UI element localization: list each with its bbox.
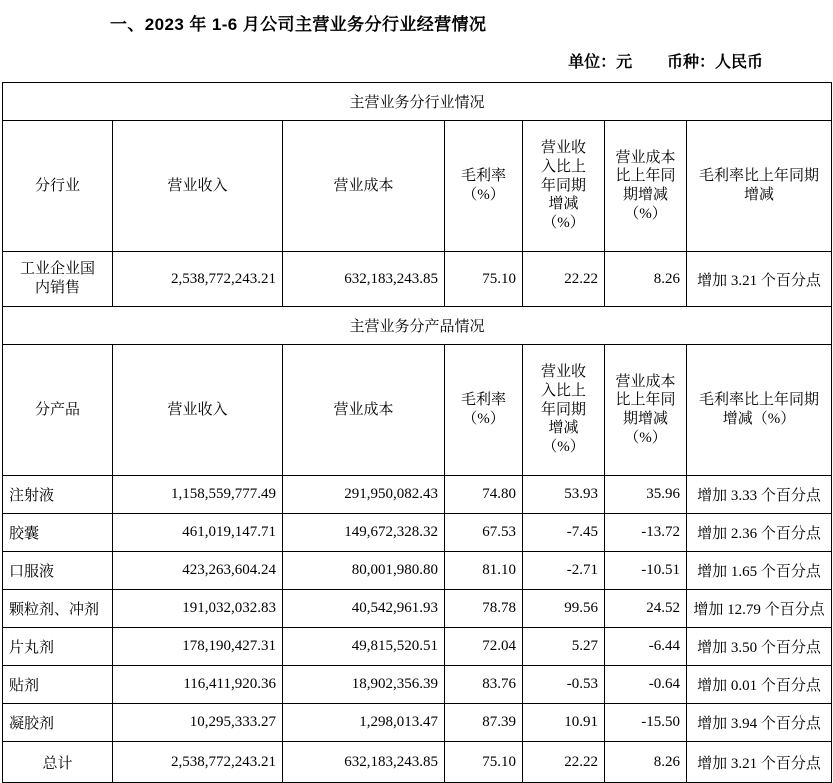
cell-gross-margin: 75.10 — [445, 742, 523, 783]
cell-revenue-change: -2.71 — [523, 552, 605, 590]
page-title: 一、2023 年 1-6 月公司主营业务分行业经营情况 — [110, 15, 487, 34]
header-product-gross-margin — [445, 345, 523, 476]
header-costchg-line4: （%） — [624, 429, 667, 446]
header-revchg-line5: （%） — [542, 439, 585, 456]
cell-cost-change: -15.50 — [605, 704, 687, 742]
industry-header-row — [3, 121, 832, 252]
header-industry-category: 分行业 — [3, 121, 113, 252]
header-gmchg-line1: 毛利率比上年同期 — [699, 168, 820, 185]
product-section-band — [3, 307, 832, 345]
cell-revenue: 461,019,147.71 — [113, 514, 283, 552]
cell-gross-margin: 81.10 — [445, 552, 523, 590]
cell-cost-change: 8.26 — [605, 742, 687, 783]
header-product-gm-change — [687, 345, 832, 476]
cell-revenue-change: 22.22 — [523, 742, 605, 783]
header-gmchg-line2: 增减 — [744, 187, 775, 203]
cell-gross-margin-change: 增加 3.94 个百分点 — [687, 704, 832, 742]
cell-category: 口服液 — [3, 552, 113, 590]
cell-revenue: 191,032,032.83 — [113, 590, 283, 628]
cell-revenue: 2,538,772,243.21 — [113, 742, 283, 783]
cell-gross-margin-change: 增加 3.33 个百分点 — [687, 476, 832, 514]
cell-category: 注射液 — [3, 476, 113, 514]
currency-label: 币种：人民币 — [666, 54, 763, 71]
industry-section-band — [3, 83, 832, 121]
cell-revenue-change: 5.27 — [523, 628, 605, 666]
cell-category: 颗粒剂、冲剂 — [3, 590, 113, 628]
table-row — [3, 666, 832, 704]
header-revchg-line3: 年同期 — [540, 401, 586, 418]
header-industry-revenue: 营业收入 — [113, 121, 283, 252]
cell-gross-margin-change: 增加 2.36 个百分点 — [687, 514, 832, 552]
header-gm-line2: （%） — [462, 187, 505, 203]
header-revchg-line4: 增减 — [548, 196, 579, 213]
industry-section-title: 主营业务分行业情况 — [3, 83, 832, 121]
cell-gross-margin-change: 增加 3.50 个百分点 — [687, 628, 832, 666]
cell-category-line2: 内销售 — [34, 280, 80, 296]
header-revchg-line4: 增减 — [548, 420, 579, 437]
cell-revenue-change: 53.93 — [523, 476, 605, 514]
unit-currency-line — [0, 35, 833, 82]
cell-cost: 632,183,243.85 — [283, 252, 445, 307]
product-header-row — [3, 345, 832, 476]
header-gm-line1: 毛利率 — [460, 392, 506, 409]
header-industry-cost: 营业成本 — [283, 121, 445, 252]
cell-revenue-change: -0.53 — [523, 666, 605, 704]
header-costchg-line2: 比上年同 — [615, 168, 676, 185]
header-revchg-line2: 入比上 — [540, 158, 586, 175]
cell-gross-margin-change: 增加 12.79 个百分点 — [687, 590, 832, 628]
cell-revenue-change: -7.45 — [523, 514, 605, 552]
cell-gross-margin: 67.53 — [445, 514, 523, 552]
table-row-total — [3, 742, 832, 783]
header-product-category: 分产品 — [3, 345, 113, 476]
cell-revenue: 178,190,427.31 — [113, 628, 283, 666]
cell-category: 胶囊 — [3, 514, 113, 552]
cell-gross-margin: 72.04 — [445, 628, 523, 666]
header-costchg-line2: 比上年同 — [615, 392, 676, 409]
header-industry-gm-change — [687, 121, 832, 252]
header-gm-line2: （%） — [462, 411, 505, 427]
cell-gross-margin-change: 增加 3.21 个百分点 — [687, 252, 832, 307]
cell-gross-margin: 78.78 — [445, 590, 523, 628]
header-industry-revenue-change — [523, 121, 605, 252]
cell-gross-margin-change: 增加 3.21 个百分点 — [687, 742, 832, 783]
header-revchg-line2: 入比上 — [540, 382, 586, 399]
header-revchg-line1: 营业收 — [540, 140, 586, 157]
header-revchg-line3: 年同期 — [540, 177, 586, 194]
cell-cost: 49,815,520.51 — [283, 628, 445, 666]
cell-gross-margin: 75.10 — [445, 252, 523, 307]
table-row — [3, 552, 832, 590]
header-gm-line1: 毛利率 — [460, 168, 506, 185]
header-gmchg-line2: 增减（%） — [722, 411, 796, 427]
table-row — [3, 704, 832, 742]
cell-category: 片丸剂 — [3, 628, 113, 666]
cell-cost: 632,183,243.85 — [283, 742, 445, 783]
cell-revenue-change: 22.22 — [523, 252, 605, 307]
header-costchg-line1: 营业成本 — [615, 373, 676, 390]
cell-cost-change: 35.96 — [605, 476, 687, 514]
cell-cost-change: -10.51 — [605, 552, 687, 590]
header-gmchg-line1: 毛利率比上年同期 — [699, 392, 820, 409]
cell-cost: 149,672,328.32 — [283, 514, 445, 552]
cell-revenue: 1,158,559,777.49 — [113, 476, 283, 514]
header-costchg-line1: 营业成本 — [615, 149, 676, 166]
header-costchg-line4: （%） — [624, 205, 667, 222]
cell-gross-margin: 74.80 — [445, 476, 523, 514]
cell-cost-change: 8.26 — [605, 252, 687, 307]
cell-category-line1: 工业企业国 — [19, 260, 95, 277]
cell-category: 总计 — [3, 742, 113, 783]
cell-revenue-change: 99.56 — [523, 590, 605, 628]
cell-cost: 80,001,980.80 — [283, 552, 445, 590]
header-costchg-line3: 期增减 — [622, 411, 668, 427]
cell-cost: 18,902,356.39 — [283, 666, 445, 704]
cell-category: 凝胶剂 — [3, 704, 113, 742]
cell-category — [3, 252, 113, 307]
header-product-cost: 营业成本 — [283, 345, 445, 476]
cell-cost-change: -6.44 — [605, 628, 687, 666]
cell-cost-change: -0.64 — [605, 666, 687, 704]
table-row — [3, 476, 832, 514]
cell-cost: 291,950,082.43 — [283, 476, 445, 514]
cell-cost-change: -13.72 — [605, 514, 687, 552]
header-revchg-line1: 营业收 — [540, 364, 586, 381]
header-revchg-line5: （%） — [542, 215, 585, 232]
cell-revenue: 116,411,920.36 — [113, 666, 283, 704]
header-industry-gross-margin — [445, 121, 523, 252]
header-industry-cost-change — [605, 121, 687, 252]
header-product-revenue-change — [523, 345, 605, 476]
header-product-cost-change — [605, 345, 687, 476]
cell-gross-margin: 83.76 — [445, 666, 523, 704]
cell-revenue: 423,263,604.24 — [113, 552, 283, 590]
main-business-table — [2, 82, 832, 783]
product-section-title: 主营业务分产品情况 — [3, 307, 832, 345]
unit-label: 单位：元 — [568, 54, 633, 71]
cell-revenue: 2,538,772,243.21 — [113, 252, 283, 307]
table-row — [3, 590, 832, 628]
cell-cost-change: 24.52 — [605, 590, 687, 628]
cell-gross-margin-change: 增加 0.01 个百分点 — [687, 666, 832, 704]
cell-cost: 1,298,013.47 — [283, 704, 445, 742]
cell-gross-margin-change: 增加 1.65 个百分点 — [687, 552, 832, 590]
cell-revenue: 10,295,333.27 — [113, 704, 283, 742]
cell-revenue-change: 10.91 — [523, 704, 605, 742]
table-row — [3, 628, 832, 666]
header-costchg-line3: 期增减 — [622, 187, 668, 203]
cell-category: 贴剂 — [3, 666, 113, 704]
header-product-revenue: 营业收入 — [113, 345, 283, 476]
cell-gross-margin: 87.39 — [445, 704, 523, 742]
table-row — [3, 252, 832, 307]
cell-cost: 40,542,961.93 — [283, 590, 445, 628]
table-row — [3, 514, 832, 552]
